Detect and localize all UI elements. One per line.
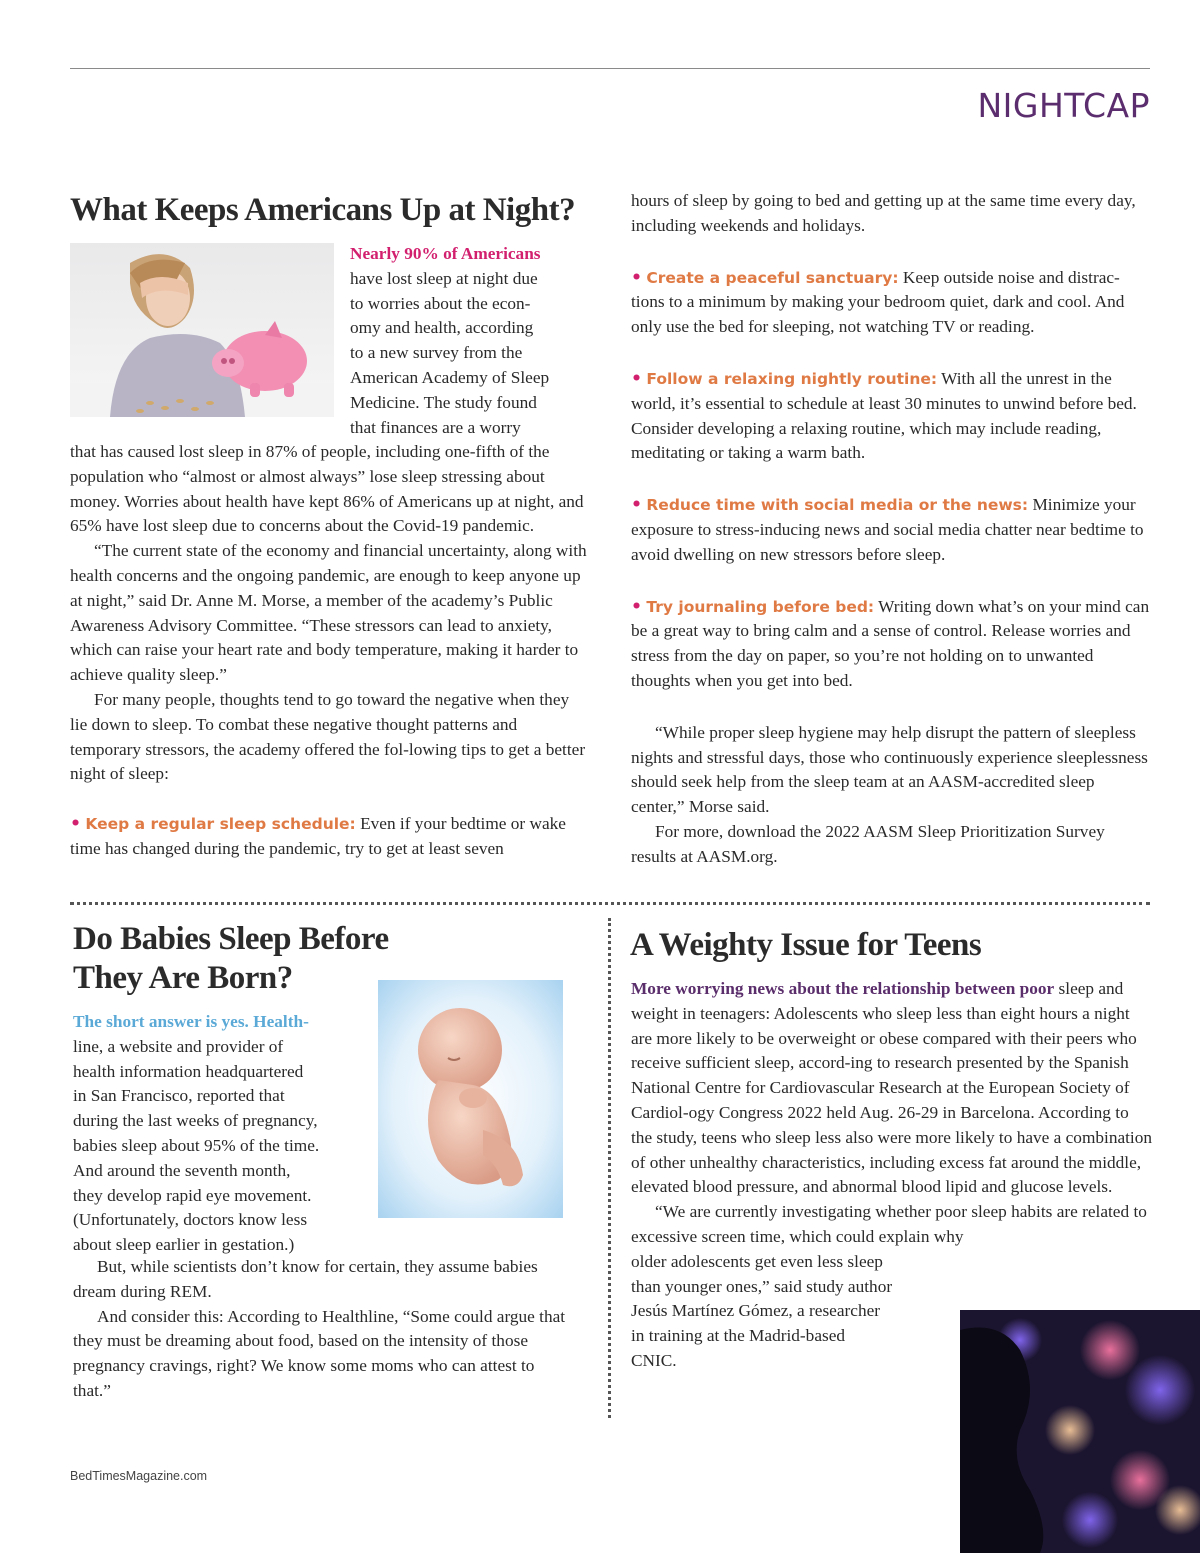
section-label: NIGHTCAP [977, 86, 1150, 125]
title-line: Do Babies Sleep Before [73, 921, 389, 957]
tip-label: Create a peaceful sanctuary: [646, 268, 899, 287]
article-title-keeps: What Keeps Americans Up at Night? [70, 192, 576, 228]
babies-wrap-line: babies sleep about 95% of the time. [73, 1135, 320, 1155]
keeps-wrap-line: have lost sleep at night due [350, 268, 538, 288]
babies-wrap-line: (Unfortunately, doctors know less [73, 1210, 308, 1230]
babies-paragraph: But, while scientists don’t know for certain, they assume babies dream during REM. [73, 1257, 538, 1301]
tip-text: Keep outside noise and distrac-tions to a minimum by making your bedroom quiet, dark and cool. And only use the bed for sleeping, not watching TV or reading. [631, 267, 1125, 337]
tip-item [631, 367, 1151, 466]
keeps-wrap-line: omy and health, according [350, 318, 534, 338]
teens-lead: More worrying news about the relationship between poor [631, 979, 1055, 998]
tip-item [631, 493, 1151, 567]
tip-text: With all the unrest in the world, it’s essential to schedule at least 30 minutes to unwind before bed. Consider developing a relaxing routine, which may include reading, meditating or taking a warm bath. [631, 368, 1137, 463]
tip-label: Follow a relaxing nightly routine: [646, 369, 938, 388]
babies-wrap-line: health information headquartered [73, 1061, 304, 1081]
keeps-more: For more, download the 2022 AASM Sleep Prioritization Survey results at AASM.org. [631, 821, 1105, 866]
keeps-paragraph: that has caused lost sleep in 87% of people, including one-fifth of the population who “almost or almost always” lose sleep stressing about money. Worries about health have kept 86% of Americans up at night, and 65% have lost sleep due to concerns about the Covid-19 pandemic. [70, 442, 584, 536]
babies-wrap-text [73, 1010, 373, 1258]
keeps-paragraph: “The current state of the economy and financial uncertainty, along with health concerns and the ongoing pandemic, are enough to keep anyone up at night,” said Dr. Anne M. Morse, a member of the academy’s Public Awareness Advisory Committee. “These stressors can lead to anxiety, which can raise your heart rate and body temperature, making it harder to achieve quality sleep.” [70, 541, 587, 685]
teens-wrap-line: in training at the Madrid-based [631, 1326, 846, 1346]
vertical-divider [608, 918, 611, 1418]
babies-wrap-line: during the last weeks of pregnancy, [73, 1111, 318, 1131]
keeps-wrap-line: American Academy of Sleep [350, 367, 550, 387]
horizontal-divider [70, 902, 1150, 905]
keeps-body-right [631, 189, 1151, 870]
tip-item [70, 812, 590, 862]
bullet: • [70, 813, 82, 834]
tip-continuation: hours of sleep by going to bed and getting up at the same time every day, including weekends and holidays. [631, 191, 1136, 235]
bullet: • [631, 495, 643, 516]
teens-wrap-line: Jesús Martínez Gómez, a researcher [631, 1301, 881, 1321]
top-rule [70, 68, 1150, 69]
teens-wrap-line: older adolescents get even less sleep [631, 1251, 883, 1271]
teens-paragraph [631, 977, 1153, 1200]
bullet: • [631, 368, 643, 389]
keeps-wrap-line: to a new survey from the [350, 343, 523, 363]
tip-text: Minimize your exposure to stress-inducing news and social media chatter near bedtime to avoid dwelling on new stressors before sleep. [631, 495, 1144, 564]
babies-wrap-line: about sleep earlier in gestation.) [73, 1235, 295, 1255]
bullet: • [631, 596, 643, 617]
babies-wrap-line: in San Francisco, reported that [73, 1086, 285, 1106]
tip-item [631, 266, 1151, 340]
babies-wrap-line: line, a website and provider of [73, 1036, 284, 1056]
keeps-wrap-text [350, 242, 590, 440]
teens-wrap-line: CNIC. [631, 1350, 677, 1370]
footer-site: BedTimesMagazine.com [70, 1469, 208, 1483]
bullet: • [631, 267, 643, 288]
babies-paragraph: And consider this: According to Healthline, “Some could argue that they must be dreaming about food, based on the intensity of those pregnancy cravings, right? We know some moms who can attest to that.” [73, 1306, 566, 1400]
article-title-teens: A Weighty Issue for Teens [630, 927, 982, 963]
babies-body [73, 1255, 568, 1404]
keeps-wrap-line: Medicine. The study found [350, 392, 537, 412]
babies-wrap-line: And around the seventh month, [73, 1160, 291, 1180]
tip-item [631, 595, 1151, 694]
teens-wrap-line: than younger ones,” said study author [631, 1276, 893, 1296]
baby-fetus-photo [378, 980, 563, 1218]
keeps-quote: “While proper sleep hygiene may help disrupt the pattern of sleepless nights and stressful days, those who continuously experience sleeplessness should seek help from the sleep team at an AASM-accredited sleep center,” Morse said. [631, 722, 1148, 817]
keeps-wrap-line: that finances are a worry [350, 417, 521, 437]
tip-text: Writing down what’s on your mind can be a great way to bring calm and a sense of control. Release worries and stress from the day on paper, so you’re not holding on to unwanted thoughts when you get into bed. [631, 596, 1150, 690]
keeps-wrap-line: to worries about the econ- [350, 293, 531, 313]
keeps-paragraph: For many people, thoughts tend to go toward the negative when they lie down to sleep. To combat these negative thought patterns and temporary stressors, the academy offered the fol-lowing tips to get a better night of sleep: [70, 689, 586, 784]
babies-lead: The short answer is yes. Health- [73, 1012, 309, 1031]
tip-text: Even if your bedtime or wake time has changed during the pandemic, try to get at least seven [70, 813, 566, 858]
babies-wrap-line: they develop rapid eye movement. [73, 1185, 312, 1205]
tip-label: Try journaling before bed: [646, 597, 875, 616]
woman-piggy-bank-photo [70, 243, 334, 417]
teen-silhouette-photo [960, 1310, 1200, 1553]
article-title-babies [73, 920, 389, 998]
keeps-lead: Nearly 90% of Americans [350, 244, 541, 263]
teens-text: sleep and weight in teenagers: Adolescents who sleep less than eight hours a night are more likely to be overweight or obese compared with their peers who receive sufficient sleep, accord-ing to research presented by the Spanish National Centre for Cardiovascular Research at the European Society of Cardiol-ogy Congress 2022 held Aug. 26-29 in Barcelona. According to the study, teens who sleep less also were more likely to have a combination of other unhealthy characteristics, including excess fat around the middle, elevated blood pressure, and abnormal blood lipid and glucose levels. [631, 979, 1153, 1197]
tip-label: Reduce time with social media or the news: [646, 496, 1029, 515]
teens-paragraph: “We are currently investigating whether poor sleep habits are related to excessive screen time, which could explain why [631, 1202, 1147, 1246]
tip-label: Keep a regular sleep schedule: [85, 814, 356, 833]
keeps-body-left [70, 440, 590, 862]
title-line: They Are Born? [73, 960, 293, 996]
